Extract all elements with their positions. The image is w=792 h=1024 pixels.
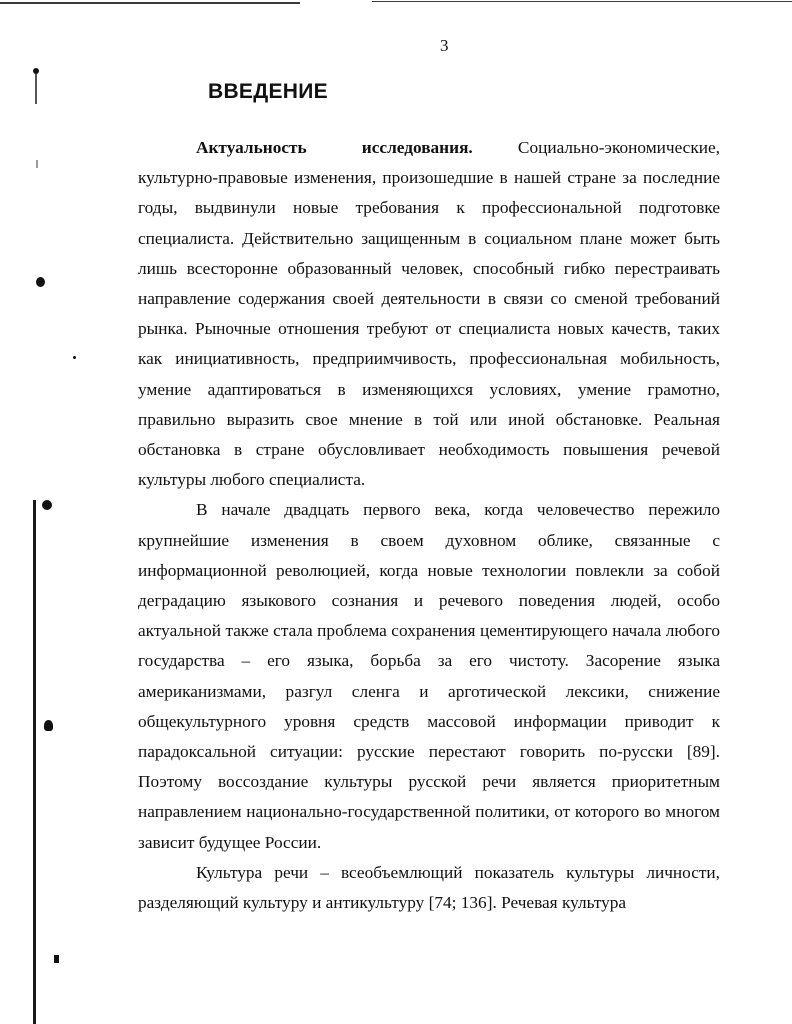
page-number: 3: [440, 36, 449, 55]
scan-binding-line: [33, 500, 36, 1024]
scan-speck: [73, 356, 76, 359]
page-title: ВВЕДЕНИЕ: [208, 80, 328, 103]
scan-hole-mark-1: [36, 277, 45, 287]
scan-speck: [36, 160, 38, 168]
paragraph: [138, 495, 720, 857]
paragraph-relevance: [138, 133, 720, 495]
paragraph-text: Культура речи – всеобъемлющий показатель культуры личности, разделяющий культуру и антикультуру [74; 136]. Речевая культура: [138, 862, 720, 913]
scan-hole-mark-3: [44, 720, 53, 731]
scan-speck: [54, 955, 59, 963]
scan-top-rule-right: [372, 1, 792, 2]
body-text: [138, 133, 720, 918]
scan-hole-mark-2: [42, 500, 52, 510]
paragraph-text: Социально-экономические, культурно-правовые изменения, произошедшие в нашей стране за последние годы, выдвинули новые требования к профессиональной подготовке специалиста. Действительно защищенным в социальном плане может быть лишь всесторонне образованный человек, способный гибко перестраивать направление содержания своей деятельности в связи со сменой требований рынка. Рыночные отношения требуют от специалиста новых качеств, таких как инициативность, предприимчивость, профессиональная мобильность, умение адаптироваться в изменяющихся условиях, умение грамотно, правильно выразить свое мнение в той или иной обстановке. Реальная обстановка в стране обусловливает необходимость повышения речевой культуры любого специалиста.: [138, 138, 720, 490]
scan-mark-top-left-stem: [35, 74, 37, 104]
paragraph-lead: Актуальность исследования.: [196, 138, 473, 157]
scan-top-rule-left: [0, 2, 300, 4]
paragraph: [138, 858, 720, 918]
paragraph-text: В начале двадцать первого века, когда человечество пережило крупнейшие изменения в своем духовном облике, связанные с информационной революцией, когда новые технологии повлекли за собой деградацию языкового сознания и речевого поведения людей, особо актуальной также стала проблема сохранения цементирующего начала любого государства – его языка, борьба за его чистоту. Засорение языка американизмами, разгул сленга и арготической лексики, снижение общекультурного уровня средств массовой информации приводит к парадоксальной ситуации: русские перестают говорить по-русски [89]. Поэтому воссоздание культуры русской речи является приоритетным направлением национально-государственной политики, от которого во многом зависит будущее России.: [138, 500, 720, 852]
